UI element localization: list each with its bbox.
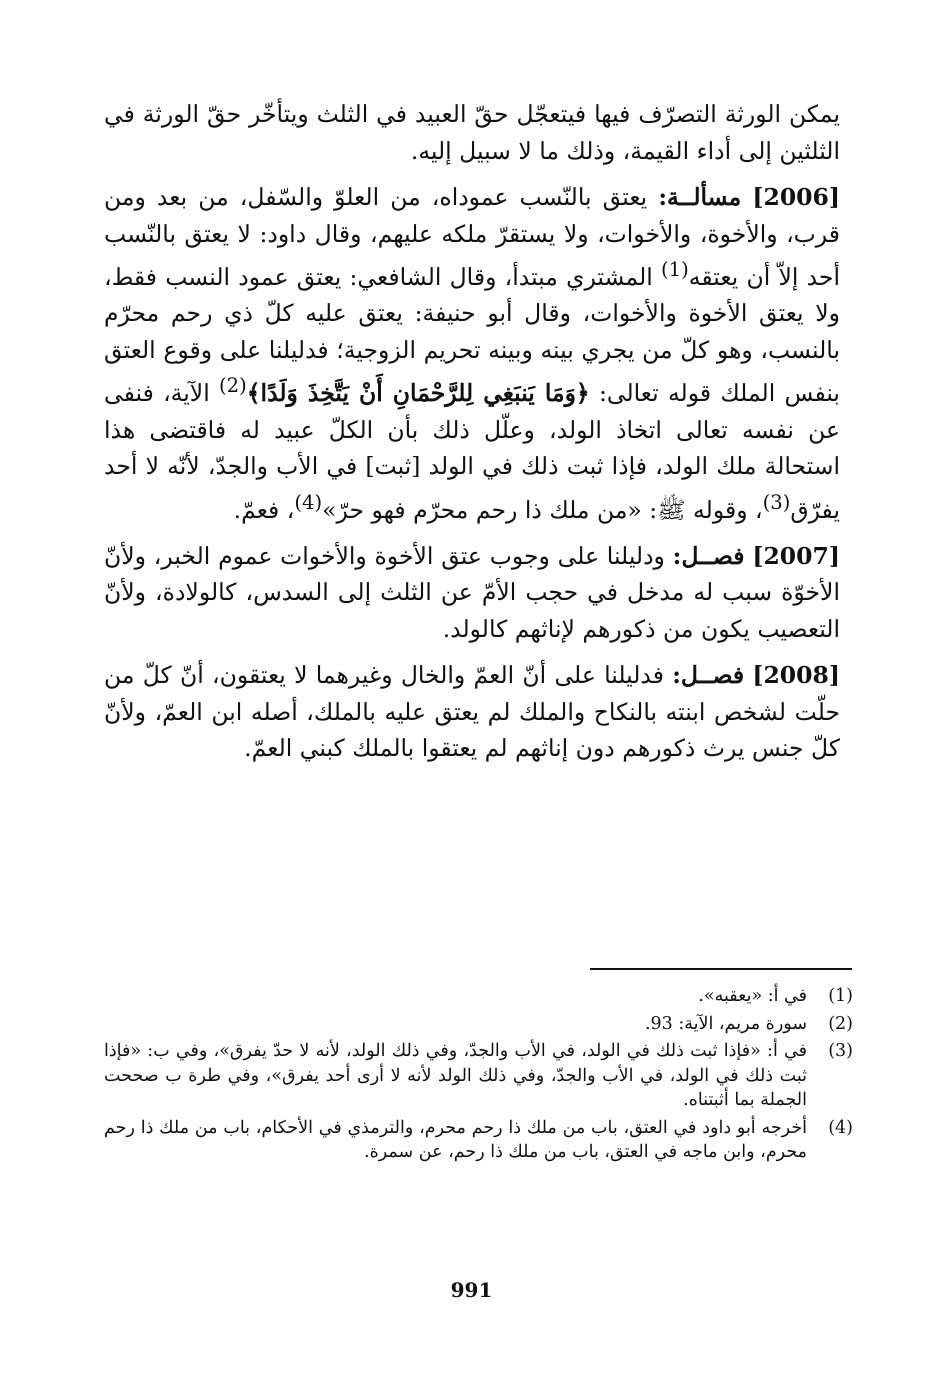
- footnote-1: [104, 984, 853, 1009]
- paragraph-text: المشتري مبتدأ، وقال الشافعي: يعتق عمود النسب فقط، ولا يعتق الأخوة والأخوات، وقال أبو حنيفة: يعتق عليه كلّ ذي رحم محرّم بالنسب، وهو كلّ من يجري بينه وبينه تحريم الزوجية؛ فدليلنا على وقوع العتق بنفس الملك قوله تعالى:: [104, 262, 840, 408]
- paragraph-text: الآية، فنفى عن نفسه تعالى اتخاذ الولد، وعلّل ذلك بأن الكلّ عبيد له فاقتضى هذا استحالة ملك الولد، فإذا ثبت ذلك في الولد [ثبت] في الأب والجدّ، لأنّه لا أحد يفرّق: [104, 379, 840, 524]
- quran-verse: ﴿وَمَا يَنبَغِي لِلرَّحْمَانِ أَنْ يَتَّخِذَ وَلَدًا﴾: [246, 379, 590, 408]
- footnote-4: [104, 1116, 853, 1165]
- paragraph-text: فدليلنا على أنّ العمّ والخال وغيرهما لا يعتقون، أنّ كلّ من حلّت لشخص ابنته بالنكاح والملك لم يعتق عليه بالملك، أصله ابن العمّ، ولأنّ كلّ جنس يرث ذكورهم دون إناثهم لم يعتقوا بالملك كبني العمّ.: [104, 661, 840, 763]
- footnote-number: (3): [828, 1041, 853, 1061]
- footnote-number: (1): [828, 986, 853, 1006]
- footnote-text: في أ: «فإذا ثبت ذلك في الولد، في الأب والجدّ، وفي ذلك الولد، لأنه لا حدّ يفرق»، وفي ب: «فإذا ثبت ذلك في الولد، في الأب والجدّ، وفي ذلك الولد لأنه لا أرى أحد يفرق»، وفي طرة ب صححت الجملة بما أثبتناه.: [104, 1041, 807, 1110]
- footnote-3: [104, 1039, 853, 1113]
- footnote-ref: (3): [762, 490, 791, 514]
- footnote-text: أخرجه أبو داود في العتق، باب من ملك ذا رحم محرم، والترمذي في الأحكام، باب من ملك ذا رحم محرم، وابن ماجه في العتق، باب من ملك ذا رحم، عن سمرة.: [104, 1117, 807, 1162]
- footnote-separator: [590, 968, 852, 970]
- footnote-ref: (4): [294, 490, 323, 514]
- section-label: فصــل:: [672, 661, 745, 690]
- issue-label: مسألــة:: [658, 183, 742, 211]
- footnote-text: في أ: «يعقبه».: [698, 986, 807, 1006]
- paragraph-2008: [104, 657, 840, 767]
- issue-number: [2006]: [752, 183, 840, 211]
- page-number: 991: [450, 1278, 493, 1302]
- section-label: فصــل:: [672, 541, 745, 570]
- section-number: [2007]: [752, 541, 840, 570]
- paragraph-text: يعتق بالنّسب عموداه، من العلوّ والسّفل، من بعد ومن قرب، والأخوة، والأخوات، ولا يستقرّ ملكه عليهم، وقال داود: لا يعتق بالنّسب أحد إلاّ أن يعتقه: [104, 183, 840, 291]
- footnote-ref: (1): [661, 258, 689, 281]
- paragraph-text: ، فعمّ.: [233, 495, 295, 524]
- paragraph-2007: [104, 538, 840, 648]
- footnote-2: [104, 1012, 853, 1037]
- paragraph-continuation: يمكن الورثة التصرّف فيها فيتعجّل حقّ العبيد في الثلث ويتأخّر حقّ الورثة في الثلثين إلى أداء القيمة، وذلك ما لا سبيل إليه.: [104, 100, 840, 165]
- paragraph-text: ، وقوله ﷺ: «من ملك ذا رحم محرّم فهو حرّ»: [322, 495, 763, 524]
- footnotes: [104, 984, 853, 1168]
- footnote-number: (2): [828, 1013, 853, 1034]
- footnote-number: (4): [828, 1117, 853, 1138]
- section-number: [2008]: [752, 661, 840, 690]
- paragraph-2006: [104, 179, 840, 528]
- main-text: [104, 96, 840, 777]
- footnote-text: سورة مريم، الآية: 93.: [644, 1013, 807, 1034]
- footnote-ref: (2): [219, 374, 247, 398]
- paragraph-text: ودليلنا على وجوب عتق الأخوة والأخوات عموم الخبر، ولأنّ الأخوّة سبب له مدخل في حجب الأمّ عن الثلث إلى السدس، كالولادة، ولأنّ التعصيب يكون من ذكورهم لإناثهم كالولد.: [104, 541, 840, 643]
